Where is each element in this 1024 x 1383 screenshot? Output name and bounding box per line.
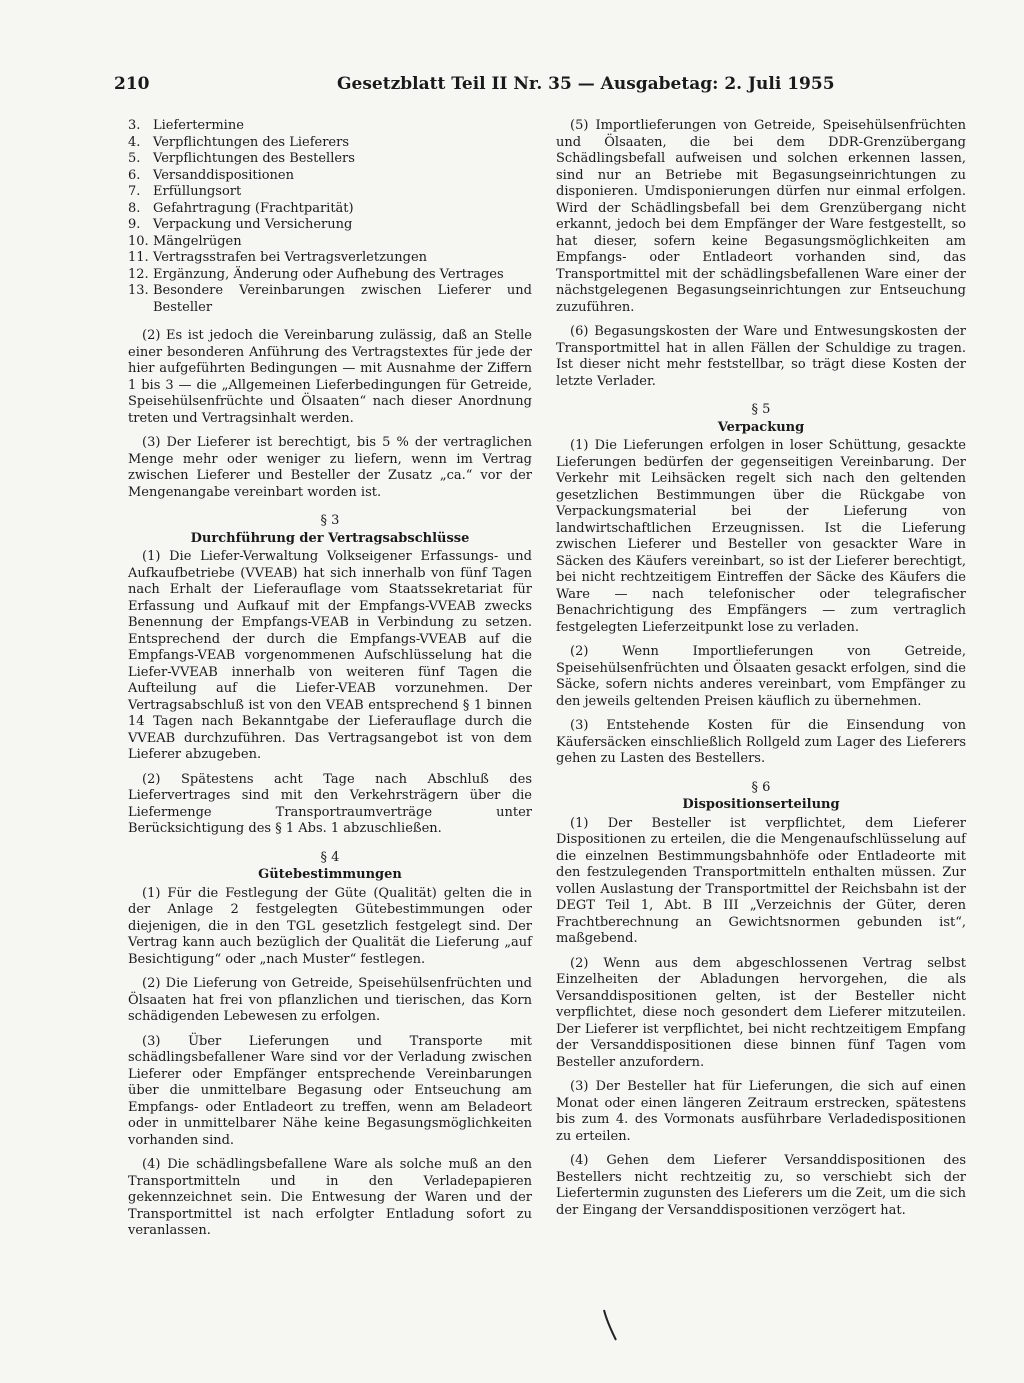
margin-pencil-mark (600, 1308, 620, 1344)
list-item: 11. Vertragsstrafen bei Vertragsverletzungen (128, 250, 428, 265)
paragraph-2-2: (2) Es ist jedoch die Vereinbarung zulässig, daß an Stelle einer besonderen Anführung des Vertragstextes für jede der hier aufgeführten Bedingungen — mit Ausnahme der Ziffern 1 bis 3 — die „Allgemeinen Lieferbedingungen für Getreide, Speisehülsenfrüchte und Ölsaaten“ nach dieser Anordnung treten und Vertragsinhalt werden. (128, 328, 532, 426)
right-column (556, 118, 966, 1227)
section-5-title: Verpackung (717, 419, 805, 435)
paragraph-4-2: (2) Die Lieferung von Getreide, Speisehülsenfrüchten und Ölsaaten hat frei von pflanzlichen und tierischen, das Korn schädigenden Lebewesen zu erfolgen. (128, 976, 532, 1024)
list-item: 9. Verpackung und Versicherung (128, 217, 353, 232)
paragraph-4-1: (1) Für die Festlegung der Güte (Qualität) gelten die in der Anlage 2 festgelegten Gütebestimmungen oder diejenigen, die in den TGL gesetzlich festgelegt sind. Der Vertrag kann auch bezüglich der Qualität die Lieferung „auf Besichtigung“ oder „nach Muster“ festlegen. (128, 885, 532, 967)
list-item: 10. Mängelrügen (128, 233, 242, 249)
paragraph-3-2: (2) Spätestens acht Tage nach Abschluß des Liefervertrages sind mit den Verkehrsträgern über die Liefermenge Transportraumverträge unter Berücksichtigung des § 1 Abs. 1 abzuschließen. (128, 771, 532, 836)
paragraph-6-3: (3) Der Besteller hat für Lieferungen, die sich auf einen Monat oder einen längeren Zeitraum erstrecken, spätestens bis zum 4. des Vormonats ausführbare Verladedispositionen zu erteilen. (556, 1079, 966, 1144)
section-3-title: Durchführung der Vertragsabschlüsse (190, 530, 470, 546)
paragraph-3-1: (1) Die Liefer-Verwaltung Volkseigener Erfassungs- und Aufkaufbetriebe (VVEAB) hat sich innerhalb von fünf Tagen nach Erhalt der Lieferauflage vom Staatssekretariat für Erfassung und Aufkauf mit der Empfangs-VVEAB zwecks Benennung der Empfangs-VEAB in Verbindung zu setzen. Entsprechend der durch die Empfangs-VVEAB auf die Empfangs-VEAB vorgenommenen Aufschlüsselung hat die Liefer-VVEAB innerhalb von weiteren fünf Tagen die Aufteilung auf die Liefer-VEAB vorzunehmen. Der Vertragsabschluß ist von den VEAB entsprechend § 1 binnen 14 Tagen nach Bekanntgabe der Lieferauflage durch die VVEAB durchzuführen. Das Vertragsangebot ist von dem Lieferer abzugeben. (128, 549, 532, 762)
section-4-number: § 4 (320, 849, 340, 865)
paragraph-4-3: (3) Über Lieferungen und Transporte mit schädlingsbefallener Ware sind vor der Verladung zwischen Lieferer oder Empfänger entsprechende Vereinbarungen über die unmittelbare Begasung oder Entseuchung am Empfangs- oder Entladeort zu treffen, wenn am Beladeort oder in unmittelbarer Nähe keine Begasungsmöglichkeiten vorhanden sind. (128, 1033, 532, 1148)
paragraph-5-1: (1) Die Lieferungen erfolgen in loser Schüttung, gesackte Lieferungen bedürfen der gegenseitigen Vereinbarung. Der Verkehr mit Leihsäcken regelt sich nach den geltenden gesetzlichen Bestimmungen über die Rückgabe von Verpackungsmaterial bei der Lieferung von landwirtschaftlichen Erzeugnissen. Ist die Lieferung zwischen Lieferer und Besteller von gesackter Ware in Säcken des Käufers vereinbart, so ist der Lieferer berechtigt, bei nicht rechtzeitigem Eintreffen der Säcke des Käufers die Ware — nach telefonischer oder telegrafischer Benachrichtigung des Empfängers — zum vertraglich festgelegten Lieferzeitpunkt lose zu verladen. (556, 438, 966, 635)
list-item: 3. Liefertermine (128, 118, 244, 133)
header-title: Gesetzblatt Teil II Nr. 35 — Ausgabetag: 2. Juli 1955 (337, 74, 835, 94)
list-item: 6. Versanddispositionen (128, 167, 294, 183)
page-number: 210 (114, 74, 150, 94)
list-item: 5. Verpflichtungen des Bestellers (128, 151, 355, 166)
left-column (128, 118, 532, 1248)
paragraph-4-5: (5) Importlieferungen von Getreide, Speisehülsenfrüchten und Ölsaaten, die bei dem DDR-Grenzübergang Schädlingsbefall aufweisen und solchen erkennen lassen, sind nur an Betriebe mit Begasungseinrichtungen zu disponieren. Umdisponierungen dürfen nur einmal erfolgen. Wird der Schädlingsbefall bei dem Grenzübergang nicht erkannt, jedoch bei dem Empfänger der Ware festgestellt, so hat dieser, sofern keine Begasungsmöglichkeiten am Empfangs- oder Entladeort vorhanden sind, das Transportmittel mit der schädlingsbefallenen Ware einer der nächstgelegenen Begasungseinrichtungen zur Entseuchung zuzuführen. (556, 118, 966, 315)
paragraph-5-3: (3) Entstehende Kosten für die Einsendung von Käufersäcken einschließlich Rollgeld zum Lager des Lieferers gehen zu Lasten des Bestellers. (556, 718, 966, 766)
list-item: 8. Gefahrtragung (Frachtparität) (128, 200, 354, 216)
paragraph-6-2: (2) Wenn aus dem abgeschlossenen Vertrag selbst Einzelheiten der Abladungen hervorgehen, die als Versanddispositionen gelten, ist der Besteller nicht verpflichtet, diese noch gesondert dem Lieferer mitzuteilen. Der Lieferer ist verpflichtet, bei nicht rechtzeitigem Empfang der Versanddispositionen diese binnen fünf Tagen vom Besteller anzufordern. (556, 955, 966, 1070)
list-item: 7. Erfüllungsort (128, 184, 242, 199)
paragraph-2-3: (3) Der Lieferer ist berechtigt, bis 5 % der vertraglichen Menge mehr oder weniger zu liefern, wenn im Vertrag zwischen Lieferer und Besteller der Zusatz „ca.“ vor der Mengenangabe vereinbart worden ist. (128, 435, 532, 500)
conditions-list (128, 118, 532, 316)
list-item: 13. Besondere Vereinbarungen zwischen Lieferer und Besteller (128, 283, 532, 315)
section-5-number: § 5 (751, 402, 771, 417)
section-6-title: Dispositionserteilung (682, 797, 840, 812)
paragraph-6-4: (4) Gehen dem Lieferer Versanddispositionen des Bestellers nicht rechtzeitig zu, so verschiebt sich der Liefertermin zugunsten des Lieferers um die Zeit, um die sich der Eingang der Versanddispositionen verzögert hat. (556, 1153, 966, 1218)
list-item: 4. Verpflichtungen des Lieferers (128, 134, 349, 150)
paragraph-6-1: (1) Der Besteller ist verpflichtet, dem Lieferer Dispositionen zu erteilen, die die Mengenaufschlüsselung auf die einzelnen Bestimmungsbahnhöfe oder Entladeorte mit den festzulegenden Transportmitteln enthalten müssen. Zur vollen Auslastung der Transportmittel der Reichsbahn ist der DEGT Teil 1, Abt. B III „Verzeichnis der Güter, deren Frachtberechnung an Gewichtsnormen gebunden ist“, maßgebend. (556, 815, 966, 946)
paragraph-4-6: (6) Begasungskosten der Ware und Entwesungskosten der Transportmittel hat in allen Fällen der Schuldige zu tragen. Ist dieser nicht mehr feststellbar, so trägt diese Kosten der letzte Verlader. (556, 324, 966, 389)
section-3-number: § 3 (320, 513, 340, 528)
paragraph-5-2: (2) Wenn Importlieferungen von Getreide, Speisehülsenfrüchten und Ölsaaten gesackt erfolgen, sind die Säcke, sofern nichts anderes vereinbart, vom Empfänger zu den jeweils geltenden Preisen käuflich zu übernehmen. (556, 644, 966, 709)
section-6-number: § 6 (751, 779, 771, 795)
list-item: 12. Ergänzung, Änderung oder Aufhebung des Vertrages (128, 266, 504, 282)
paragraph-4-4: (4) Die schädlingsbefallene Ware als solche muß an den Transportmitteln und in den Verladepapieren gekennzeichnet sein. Die Entwesung der Waren und der Transportmittel ist nach erfolgter Entladung sofort zu veranlassen. (128, 1157, 532, 1238)
section-4-title: Gütebestimmungen (258, 867, 402, 882)
